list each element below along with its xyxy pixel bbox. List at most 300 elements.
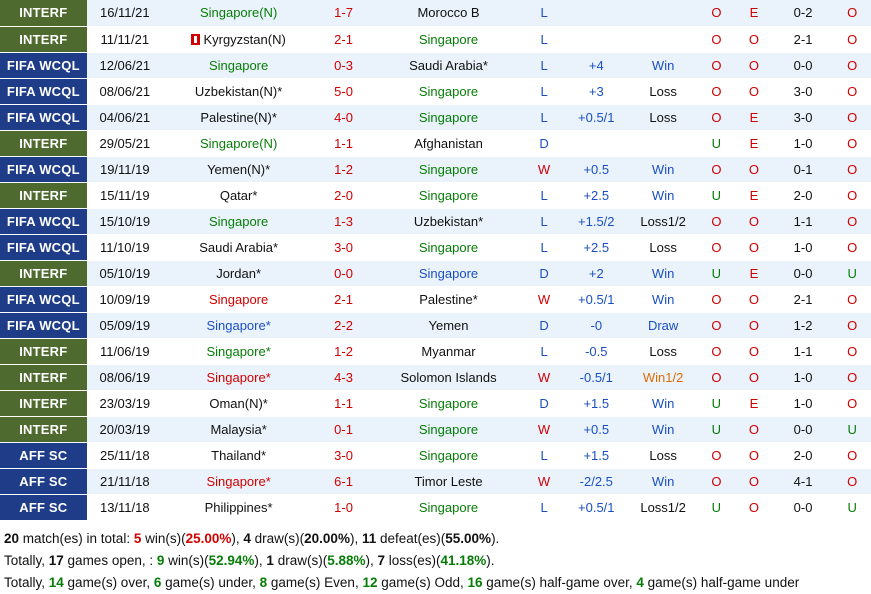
- handicap-result-cell: [629, 468, 698, 494]
- odd-even-cell-text: O: [748, 369, 760, 385]
- halftime-score-cell-text: 0-0: [793, 265, 813, 281]
- date-cell-text: 08/06/21: [99, 83, 151, 99]
- home-team-cell: [163, 52, 314, 78]
- competition-cell[interactable]: [0, 234, 87, 260]
- result-cell: [524, 52, 564, 78]
- handicap-result-cell: [629, 104, 698, 130]
- summary-line-goals: [4, 572, 867, 594]
- odd-even-cell: [735, 286, 773, 312]
- handicap-result-cell: [629, 52, 698, 78]
- table-row[interactable]: [0, 364, 871, 390]
- date-cell-text: 15/11/19: [99, 187, 150, 203]
- date-cell-text: 11/10/19: [99, 239, 150, 255]
- date-cell: [87, 78, 163, 104]
- odd-even-cell: [735, 338, 773, 364]
- handicap-cell: [564, 78, 629, 104]
- handicap-cell: [564, 156, 629, 182]
- competition-label: INTERF: [19, 421, 68, 437]
- handicap-result-cell: [629, 130, 698, 156]
- score-cell: [314, 78, 372, 104]
- table-row[interactable]: [0, 234, 871, 260]
- home-team-cell: [163, 416, 314, 442]
- half-over-under-cell-text: O: [847, 135, 858, 151]
- half-over-under-cell-text: O: [847, 317, 858, 333]
- halftime-score-cell: [773, 260, 834, 286]
- summary-defeats-pct: 55.00%: [445, 530, 492, 546]
- half-over-under-cell-text: O: [847, 161, 858, 177]
- summary-hand-loss-tail: ).: [486, 552, 495, 568]
- handicap-result-cell-text: Loss: [649, 109, 677, 125]
- summary-draws-pct: 20.00%: [304, 530, 350, 546]
- competition-label: FIFA WCQL: [6, 109, 80, 125]
- table-row[interactable]: [0, 104, 871, 130]
- competition-cell[interactable]: [0, 390, 87, 416]
- home-team-cell: [163, 260, 314, 286]
- score-cell-text: 3-0: [334, 239, 353, 255]
- odd-even-cell-text: O: [748, 161, 760, 177]
- away-team-cell: [373, 442, 524, 468]
- date-cell: [87, 416, 163, 442]
- halftime-score-cell-text: 1-1: [793, 213, 813, 229]
- table-row[interactable]: [0, 26, 871, 52]
- handicap-result-cell: [629, 416, 698, 442]
- halftime-score-cell: [773, 390, 834, 416]
- over-under-cell-text: O: [711, 239, 722, 255]
- table-row[interactable]: [0, 208, 871, 234]
- score-cell-text: 2-0: [334, 187, 353, 203]
- away-team-cell-text: Singapore: [418, 395, 479, 411]
- halftime-score-cell: [773, 494, 834, 520]
- halftime-score-cell-text: 1-0: [793, 369, 813, 385]
- competition-cell[interactable]: [0, 0, 87, 26]
- odd-even-cell-text: E: [749, 135, 759, 151]
- over-under-cell: [698, 234, 736, 260]
- odd-even-cell: [735, 52, 773, 78]
- competition-cell[interactable]: [0, 260, 87, 286]
- handicap-result-cell: [629, 338, 698, 364]
- date-cell: [87, 234, 163, 260]
- away-team-cell-text: Morocco B: [417, 5, 480, 21]
- handicap-cell: [564, 338, 629, 364]
- home-team-cell: [163, 494, 314, 520]
- half-over-under-cell: [833, 78, 871, 104]
- score-cell-text: 1-7: [334, 5, 353, 21]
- result-cell: [524, 338, 564, 364]
- odd-even-cell: [735, 182, 773, 208]
- halftime-score-cell: [773, 156, 834, 182]
- away-team-cell-text: Palestine*: [419, 291, 478, 307]
- summary-hand-wins-text: win(s)(: [164, 552, 209, 568]
- handicap-result-cell: [629, 312, 698, 338]
- handicap-cell-text: +0.5: [583, 421, 610, 437]
- competition-label: AFF SC: [19, 473, 68, 489]
- halftime-score-cell-text: 2-1: [793, 31, 813, 47]
- handicap-cell: [564, 416, 629, 442]
- table-row[interactable]: [0, 156, 871, 182]
- table-row[interactable]: [0, 130, 871, 156]
- halftime-score-cell-text: 0-2: [793, 5, 813, 21]
- halftime-score-cell: [773, 104, 834, 130]
- over-under-cell-text: O: [711, 291, 722, 307]
- halftime-score-cell-text: 4-1: [793, 473, 813, 489]
- competition-cell[interactable]: [0, 338, 87, 364]
- handicap-result-cell-text: Win: [651, 291, 675, 307]
- handicap-cell-text: +0.5/1: [578, 109, 615, 125]
- odd-even-cell-text: O: [748, 31, 760, 47]
- handicap-result-cell: [629, 494, 698, 520]
- score-cell-text: 5-0: [334, 83, 353, 99]
- handicap-cell: [564, 494, 629, 520]
- table-row[interactable]: [0, 338, 871, 364]
- score-cell-text: 3-0: [334, 447, 353, 463]
- result-cell: [524, 104, 564, 130]
- result-cell-text: L: [540, 5, 548, 21]
- handicap-cell: [564, 182, 629, 208]
- away-team-cell: [373, 494, 524, 520]
- half-over-under-cell: [833, 182, 871, 208]
- summary-odd-text: game(s) Odd,: [377, 574, 468, 590]
- score-cell-text: 0-0: [334, 265, 353, 281]
- halftime-score-cell-text: 3-0: [793, 109, 813, 125]
- score-cell: [314, 52, 372, 78]
- half-over-under-cell-text: O: [847, 473, 858, 489]
- competition-cell[interactable]: [0, 364, 87, 390]
- home-team-cell: [163, 104, 314, 130]
- date-cell-text: 11/06/19: [99, 343, 150, 359]
- competition-cell[interactable]: [0, 52, 87, 78]
- over-under-cell-text: O: [711, 31, 722, 47]
- handicap-cell: [564, 260, 629, 286]
- table-row[interactable]: [0, 442, 871, 468]
- handicap-result-cell: [629, 286, 698, 312]
- half-over-under-cell: [833, 208, 871, 234]
- over-under-cell: [698, 442, 736, 468]
- summary-hand-draws-pct: 5.88%: [327, 552, 366, 568]
- handicap-result-cell: [629, 364, 698, 390]
- halftime-score-cell: [773, 364, 834, 390]
- half-over-under-cell: [833, 26, 871, 52]
- over-under-cell-text: U: [711, 499, 722, 515]
- home-team-cell-text: Singapore*: [206, 369, 271, 385]
- competition-label: INTERF: [19, 265, 68, 281]
- table-row[interactable]: [0, 390, 871, 416]
- odd-even-cell-text: E: [749, 109, 759, 125]
- half-over-under-cell-text: O: [847, 395, 858, 411]
- over-under-cell: [698, 26, 736, 52]
- home-team-cell: [163, 208, 314, 234]
- away-team-cell-text: Afghanistan: [414, 135, 483, 151]
- table-row[interactable]: [0, 52, 871, 78]
- summary-open-count: 17: [48, 552, 64, 568]
- result-cell-text: L: [540, 499, 548, 515]
- odd-even-cell-text: O: [748, 57, 760, 73]
- half-over-under-cell-text: O: [847, 447, 858, 463]
- date-cell: [87, 442, 163, 468]
- handicap-result-cell-text: Loss1/2: [640, 213, 686, 229]
- away-team-cell-text: Yemen: [428, 317, 469, 333]
- competition-cell[interactable]: [0, 442, 87, 468]
- summary-under: 6: [153, 574, 162, 590]
- odd-even-cell: [735, 78, 773, 104]
- date-cell: [87, 468, 163, 494]
- halftime-score-cell: [773, 442, 834, 468]
- handicap-result-cell-text: Loss: [649, 239, 677, 255]
- summary-draws: 4: [243, 530, 251, 546]
- handicap-result-cell: [629, 234, 698, 260]
- half-over-under-cell: [833, 104, 871, 130]
- competition-cell[interactable]: [0, 286, 87, 312]
- summary-hand-draws-tail: ),: [365, 552, 378, 568]
- odd-even-cell: [735, 260, 773, 286]
- halftime-score-cell-text: 2-0: [793, 447, 813, 463]
- away-team-cell: [373, 182, 524, 208]
- score-cell: [314, 312, 372, 338]
- home-team-cell: [163, 442, 314, 468]
- competition-label: FIFA WCQL: [6, 317, 80, 333]
- score-cell-text: 4-0: [334, 109, 353, 125]
- result-cell-text: W: [537, 161, 551, 177]
- competition-label: AFF SC: [19, 447, 68, 463]
- away-team-cell: [373, 208, 524, 234]
- score-cell: [314, 130, 372, 156]
- over-under-cell: [698, 338, 736, 364]
- over-under-cell: [698, 494, 736, 520]
- score-cell-text: 0-1: [334, 421, 353, 437]
- date-cell: [87, 208, 163, 234]
- handicap-cell-text: +4: [588, 57, 604, 73]
- summary-open-text: games open, :: [63, 552, 157, 568]
- halftime-score-cell: [773, 234, 834, 260]
- over-under-cell: [698, 130, 736, 156]
- result-cell-text: W: [537, 473, 551, 489]
- result-cell-text: D: [539, 395, 549, 411]
- table-row[interactable]: [0, 312, 871, 338]
- odd-even-cell: [735, 104, 773, 130]
- half-over-under-cell: [833, 390, 871, 416]
- over-under-cell-text: O: [711, 83, 722, 99]
- date-cell-text: 20/03/19: [99, 421, 151, 437]
- handicap-cell: [564, 364, 629, 390]
- halftime-score-cell-text: 0-0: [793, 57, 813, 73]
- odd-even-cell-text: O: [748, 447, 760, 463]
- half-over-under-cell-text: O: [847, 369, 858, 385]
- handicap-cell-text: +2: [588, 265, 604, 281]
- table-row[interactable]: [0, 182, 871, 208]
- half-over-under-cell-text: U: [847, 265, 857, 281]
- odd-even-cell-text: E: [749, 265, 759, 281]
- result-cell: [524, 364, 564, 390]
- result-cell: [524, 494, 564, 520]
- competition-cell[interactable]: [0, 416, 87, 442]
- competition-cell[interactable]: [0, 468, 87, 494]
- over-under-cell-text: U: [711, 187, 722, 203]
- away-team-cell-text: Singapore: [418, 239, 479, 255]
- competition-cell[interactable]: [0, 78, 87, 104]
- competition-label: FIFA WCQL: [6, 291, 80, 307]
- halftime-score-cell: [773, 130, 834, 156]
- halftime-score-cell-text: 1-0: [793, 135, 813, 151]
- half-over-under-cell: [833, 312, 871, 338]
- score-cell-text: 1-0: [334, 499, 353, 515]
- away-team-cell-text: Uzbekistan*: [413, 213, 484, 229]
- odd-even-cell-text: O: [748, 473, 760, 489]
- score-cell-text: 4-3: [334, 369, 353, 385]
- away-team-cell: [373, 286, 524, 312]
- handicap-cell-text: +1.5: [583, 395, 610, 411]
- away-team-cell: [373, 468, 524, 494]
- date-cell-text: 05/10/19: [99, 265, 151, 281]
- score-cell-text: 2-1: [334, 31, 353, 47]
- competition-cell[interactable]: [0, 494, 87, 520]
- result-cell-text: D: [539, 265, 549, 281]
- date-cell: [87, 286, 163, 312]
- handicap-cell: [564, 442, 629, 468]
- table-row[interactable]: [0, 468, 871, 494]
- table-row[interactable]: [0, 494, 871, 520]
- handicap-result-cell: [629, 182, 698, 208]
- away-team-cell-text: Singapore: [418, 31, 479, 47]
- competition-cell[interactable]: [0, 130, 87, 156]
- away-team-cell: [373, 52, 524, 78]
- home-team-cell: [163, 0, 314, 26]
- home-team-cell-text: Singapore: [208, 57, 269, 73]
- odd-even-cell: [735, 130, 773, 156]
- half-over-under-cell: [833, 468, 871, 494]
- home-team-cell-text: Singapore*: [206, 473, 271, 489]
- away-team-cell-text: Singapore: [418, 161, 479, 177]
- home-team-cell: [163, 364, 314, 390]
- away-team-cell: [373, 156, 524, 182]
- summary-under-text: game(s) under,: [161, 574, 260, 590]
- table-row[interactable]: [0, 78, 871, 104]
- summary-wins: 5: [133, 530, 142, 546]
- score-cell: [314, 442, 372, 468]
- half-over-under-cell-text: U: [847, 421, 857, 437]
- table-row[interactable]: [0, 260, 871, 286]
- score-cell: [314, 468, 372, 494]
- summary-half-under: 4: [636, 574, 644, 590]
- result-cell: [524, 286, 564, 312]
- home-team-cell-text: Singapore*: [206, 317, 271, 333]
- table-row[interactable]: [0, 286, 871, 312]
- result-cell: [524, 390, 564, 416]
- summary-total-text: match(es) in total:: [19, 530, 134, 546]
- date-cell-text: 13/11/18: [99, 499, 150, 515]
- handicap-cell-text: -0.5: [585, 343, 608, 359]
- handicap-cell-text: +2.5: [583, 187, 610, 203]
- home-team-cell-text: Malaysia*: [210, 421, 267, 437]
- result-cell: [524, 416, 564, 442]
- over-under-cell: [698, 208, 736, 234]
- summary-goals-lead: Totally,: [4, 574, 49, 590]
- table-row[interactable]: [0, 0, 871, 26]
- score-cell: [314, 494, 372, 520]
- handicap-result-cell-text: Draw: [647, 317, 679, 333]
- summary-over-text: game(s) over,: [63, 574, 154, 590]
- summary-line-handicap: [4, 550, 867, 572]
- summary-line-total: [4, 528, 867, 550]
- home-team-cell: [163, 156, 314, 182]
- over-under-cell-text: O: [711, 161, 722, 177]
- half-over-under-cell: [833, 52, 871, 78]
- home-team-cell-text: Thailand*: [211, 447, 267, 463]
- competition-cell[interactable]: [0, 312, 87, 338]
- handicap-result-cell-text: Win: [651, 421, 675, 437]
- competition-cell[interactable]: [0, 182, 87, 208]
- date-cell-text: 12/06/21: [99, 57, 151, 73]
- home-team-cell-text: Qatar*: [219, 187, 258, 203]
- halftime-score-cell-text: 0-0: [793, 421, 813, 437]
- away-team-cell: [373, 260, 524, 286]
- summary-even: 8: [259, 574, 268, 590]
- handicap-result-cell: [629, 0, 698, 26]
- halftime-score-cell-text: 1-0: [793, 239, 813, 255]
- half-over-under-cell-text: O: [847, 83, 858, 99]
- over-under-cell: [698, 416, 736, 442]
- away-team-cell-text: Singapore: [418, 265, 479, 281]
- home-team-cell: [163, 312, 314, 338]
- competition-cell[interactable]: [0, 156, 87, 182]
- half-over-under-cell: [833, 494, 871, 520]
- summary-over: 14: [48, 574, 64, 590]
- handicap-cell-text: +1.5/2: [578, 213, 615, 229]
- over-under-cell-text: O: [711, 109, 722, 125]
- result-cell-text: L: [540, 447, 548, 463]
- competition-label: INTERF: [19, 395, 68, 411]
- date-cell: [87, 156, 163, 182]
- halftime-score-cell: [773, 338, 834, 364]
- home-team-cell: [163, 130, 314, 156]
- odd-even-cell: [735, 234, 773, 260]
- date-cell: [87, 52, 163, 78]
- halftime-score-cell: [773, 182, 834, 208]
- competition-label: INTERF: [19, 31, 68, 47]
- result-cell: [524, 234, 564, 260]
- date-cell-text: 21/11/18: [99, 473, 150, 489]
- score-cell-text: 2-1: [334, 291, 353, 307]
- odd-even-cell-text: E: [749, 187, 759, 203]
- competition-cell[interactable]: [0, 26, 87, 52]
- odd-even-cell: [735, 156, 773, 182]
- competition-cell[interactable]: [0, 104, 87, 130]
- competition-label: INTERF: [19, 369, 68, 385]
- competition-cell[interactable]: [0, 208, 87, 234]
- date-cell-text: 23/03/19: [99, 395, 151, 411]
- summary-hand-wins-tail: ),: [254, 552, 267, 568]
- competition-label: INTERF: [19, 5, 68, 21]
- result-cell: [524, 442, 564, 468]
- handicap-cell: [564, 312, 629, 338]
- table-row[interactable]: [0, 416, 871, 442]
- score-cell: [314, 104, 372, 130]
- handicap-cell-text: +0.5/1: [578, 291, 615, 307]
- result-cell-text: L: [540, 31, 548, 47]
- half-over-under-cell-text: O: [847, 239, 858, 255]
- away-team-cell-text: Singapore: [418, 83, 479, 99]
- result-cell-text: W: [537, 369, 551, 385]
- home-team-cell-text: Philippines*: [204, 499, 273, 515]
- competition-label: INTERF: [19, 135, 68, 151]
- odd-even-cell: [735, 208, 773, 234]
- competition-label: FIFA WCQL: [6, 83, 80, 99]
- result-cell: [524, 208, 564, 234]
- score-cell-text: 1-2: [334, 161, 353, 177]
- halftime-score-cell: [773, 416, 834, 442]
- over-under-cell-text: O: [711, 369, 722, 385]
- away-team-cell: [373, 338, 524, 364]
- score-cell: [314, 286, 372, 312]
- summary-half-over-text: game(s) half-game over,: [482, 574, 637, 590]
